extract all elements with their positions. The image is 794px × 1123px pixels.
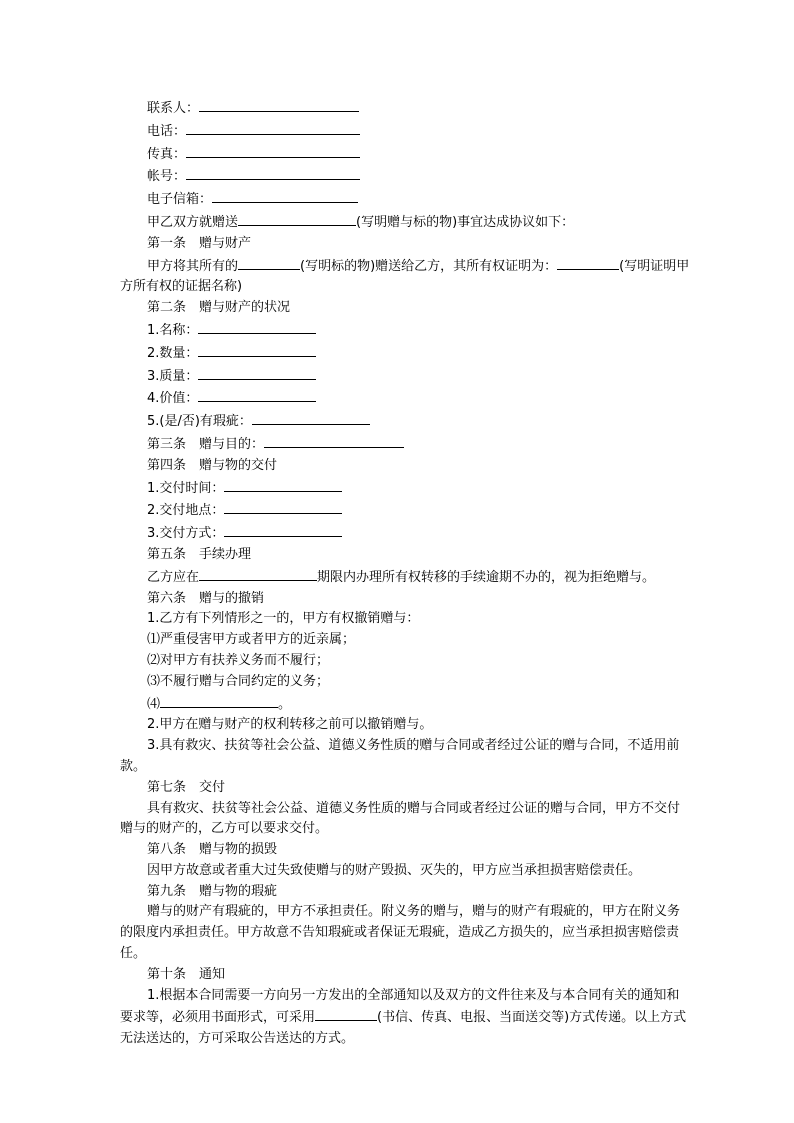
paragraph-text: (写明证明甲方所有权的证据名称) [120, 258, 690, 295]
paragraph-text: 3.交付方式： [147, 526, 225, 542]
paragraph [120, 477, 690, 500]
paragraph-text: (书信、传真、电报、当面送交等)方式传递。以上方式无法送达的，方可采取公告送达的方式。 [120, 1010, 687, 1047]
paragraph-text: 具有救灾、扶贫等社会公益、道德义务性质的赠与合同或者经过公证的赠与合同，甲方不交付赠与的财产的，乙方可以要求交付。 [120, 800, 681, 837]
paragraph-text: 3.质量： [147, 368, 199, 384]
fill-in-blank[interactable] [264, 433, 404, 448]
paragraph-text: 5.(是/否)有瑕疵： [147, 414, 252, 430]
fill-in-blank[interactable] [238, 255, 300, 270]
paragraph [120, 522, 690, 545]
paragraph-text: 甲乙双方就赠送 [147, 214, 239, 230]
fill-in-blank[interactable] [315, 1006, 377, 1021]
paragraph [120, 319, 690, 342]
paragraph-text: 2.甲方在赠与财产的权利转移之前可以撤销赠与。 [147, 717, 433, 733]
paragraph-text: 第二条 赠与财产的状况 [147, 300, 291, 316]
paragraph-text: 传真： [147, 146, 187, 162]
paragraph [120, 499, 690, 522]
paragraph-text: 1.交付时间： [147, 480, 225, 496]
paragraph-text: ⑴严重侵害甲方或者甲方的近亲属； [147, 632, 356, 648]
paragraph-text: ⑵对甲方有扶养义务而不履行； [147, 652, 330, 668]
fill-in-blank[interactable] [212, 188, 358, 203]
fill-in-blank[interactable] [199, 566, 317, 581]
fill-in-blank[interactable] [186, 120, 360, 135]
paragraph [120, 651, 690, 672]
paragraph [120, 630, 690, 651]
paragraph-text: 甲方将其所有的 [147, 258, 239, 274]
fill-in-blank[interactable] [557, 255, 619, 270]
paragraph [120, 456, 690, 477]
fill-in-blank[interactable] [199, 97, 359, 112]
paragraph [120, 882, 690, 903]
fill-in-blank[interactable] [198, 365, 316, 380]
paragraph-text: 3.具有救灾、扶贫等社会公益、道德义务性质的赠与合同或者经过公证的赠与合同，不适用前款。 [120, 738, 680, 774]
paragraph-text: 2.数量： [147, 345, 199, 361]
paragraph [120, 778, 690, 799]
paragraph [120, 342, 690, 365]
paragraph [120, 365, 690, 388]
paragraph [120, 715, 690, 736]
paragraph-text: 电子信箱： [147, 192, 213, 208]
paragraph-text: 联系人： [147, 101, 200, 116]
paragraph-text: 乙方应在 [147, 569, 200, 585]
paragraph [120, 799, 690, 841]
paragraph-text: (写明赠与标的物)事宜达成协议如下： [356, 214, 575, 230]
paragraph [120, 234, 690, 255]
paragraph-text: 第四条 赠与物的交付 [147, 457, 278, 473]
paragraph-text: 电话： [147, 123, 187, 139]
paragraph [120, 566, 690, 589]
paragraph [120, 255, 690, 299]
paragraph-text: 第一条 赠与财产 [147, 235, 252, 251]
paragraph [120, 986, 690, 1050]
paragraph-text: 第五条 手续办理 [147, 546, 252, 562]
paragraph [120, 211, 690, 234]
paragraph [120, 840, 690, 861]
fill-in-blank[interactable] [186, 143, 360, 158]
paragraph [120, 589, 690, 610]
paragraph-text: 4.价值： [147, 391, 199, 407]
paragraph-text: 1.名称： [147, 322, 199, 338]
paragraph [120, 902, 690, 964]
paragraph [120, 861, 690, 882]
paragraph-text: 第六条 赠与的撤销 [147, 590, 265, 606]
paragraph [120, 736, 690, 778]
paragraph-text: 期限内办理所有权转移的手续逾期不办的，视为拒绝赠与。 [317, 569, 656, 585]
fill-in-blank[interactable] [160, 693, 278, 708]
fill-in-blank[interactable] [198, 387, 316, 402]
paragraph-text: 1.乙方有下列情形之一的，甲方有权撤销赠与： [147, 611, 420, 627]
paragraph [120, 609, 690, 630]
paragraph [120, 298, 690, 319]
paragraph [120, 965, 690, 986]
paragraph-text: 因甲方故意或者重大过失致使赠与的财产毁损、灭失的，甲方应当承担损害赔偿责任。 [147, 862, 642, 878]
paragraph-text: 2.交付地点： [147, 503, 225, 519]
paragraph [120, 165, 690, 188]
paragraph-text: 第九条 赠与物的瑕疵 [147, 883, 278, 899]
paragraph [120, 693, 690, 716]
fill-in-blank[interactable] [224, 522, 342, 537]
paragraph [120, 410, 690, 433]
paragraph [120, 143, 690, 166]
paragraph-text: 第八条 赠与物的损毁 [147, 842, 278, 858]
paragraph-text: 第十条 通知 [147, 966, 226, 982]
paragraph-text: (写明标的物)赠送给乙方，其所有权证明为： [300, 258, 558, 274]
paragraph-text: 第三条 赠与目的： [147, 436, 265, 452]
paragraph [120, 672, 690, 693]
paragraph [120, 545, 690, 566]
paragraph-text: 帐号： [147, 169, 187, 185]
paragraph [120, 188, 690, 211]
paragraph-text: 第七条 交付 [147, 779, 226, 795]
paragraph [120, 387, 690, 410]
contract-body [120, 97, 690, 1050]
fill-in-blank[interactable] [224, 477, 342, 492]
paragraph-text: 赠与的财产有瑕疵的，甲方不承担责任。附义务的赠与，赠与的财产有瑕疵的，甲方在附义务的限度内承担责任。甲方故意不告知瑕疵或者保证无瑕疵，造成乙方损失的，应当承担损害赔偿责任。 [120, 904, 681, 962]
paragraph [120, 97, 690, 120]
paragraph-text: 。 [278, 696, 292, 712]
paragraph-text: ⑶不履行赠与合同约定的义务； [147, 673, 330, 689]
paragraph [120, 433, 690, 456]
paragraph-text: 1.根据本合同需要一方向另一方发出的全部通知以及双方的文件往来及与本合同有关的通知和要求等，必须用书面形式，可采用 [120, 987, 680, 1026]
fill-in-blank[interactable] [186, 165, 360, 180]
fill-in-blank[interactable] [224, 499, 342, 514]
paragraph-text: ⑷ [147, 696, 161, 712]
fill-in-blank[interactable] [238, 211, 356, 226]
fill-in-blank[interactable] [252, 410, 370, 425]
fill-in-blank[interactable] [198, 319, 316, 334]
paragraph [120, 120, 690, 143]
fill-in-blank[interactable] [198, 342, 316, 357]
